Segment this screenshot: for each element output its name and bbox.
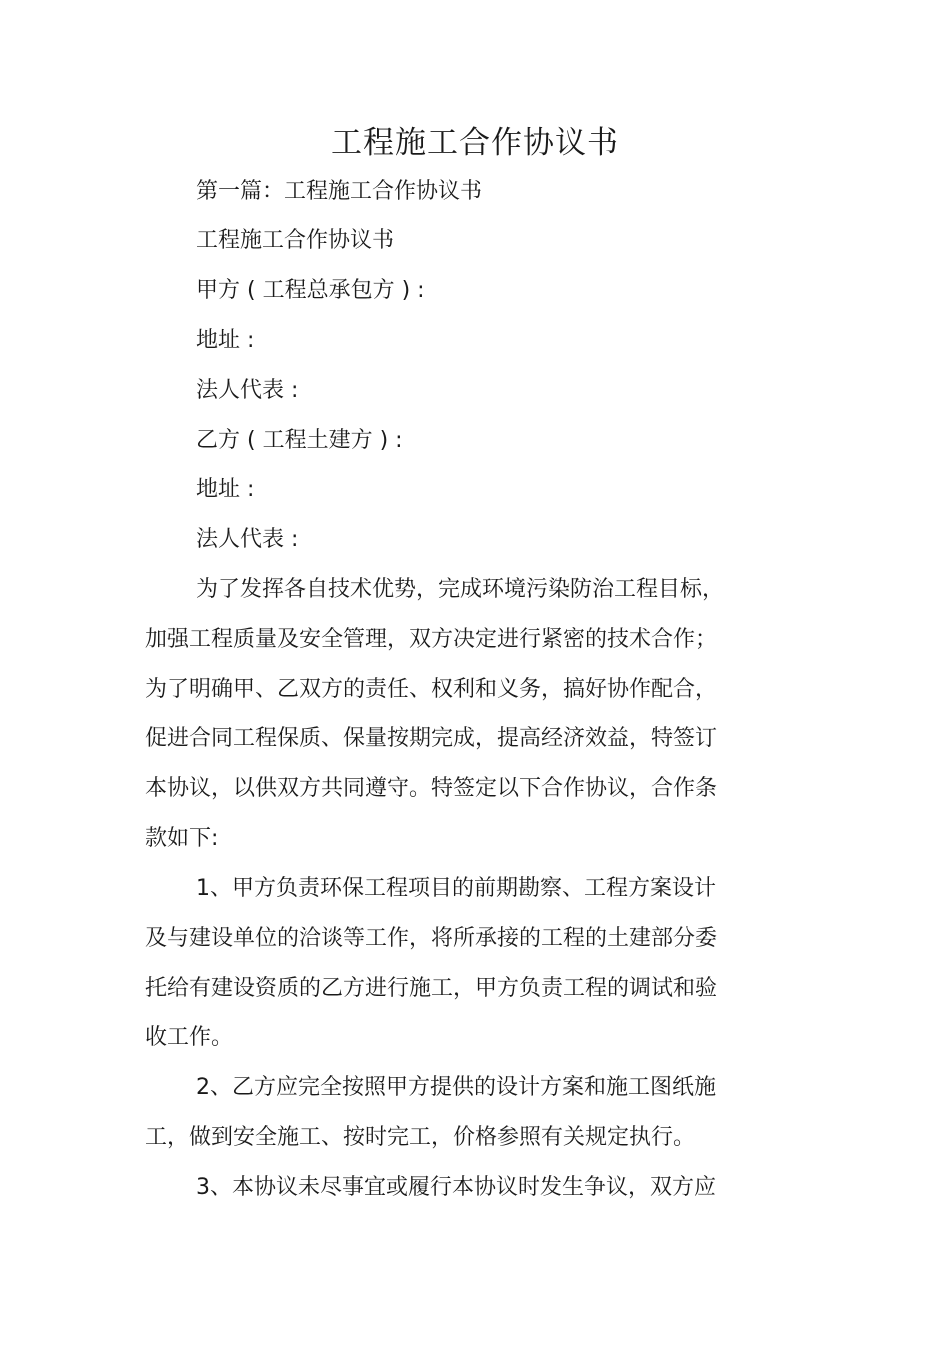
clause-1-line: 托给有建设资质的乙方进行施工，甲方负责工程的调试和验 [145,976,718,1001]
intro-line: 促进合同工程保质、保量按期完成，提高经济效益，特签订 [145,726,718,751]
party-a-representative: 法人代表 : [196,378,299,403]
subheading: 工程施工合作协议书 [196,228,395,253]
clause-1-line: 及与建设单位的洽谈等工作，将所承接的工程的土建部分委 [145,926,718,951]
party-a-address: 地址 : [196,328,255,353]
intro-line: 加强工程质量及安全管理，双方决定进行紧密的技术合作； [145,627,718,652]
part-heading: 第一篇：工程施工合作协议书 [196,179,483,204]
clause-2-line: 2、乙方应完全按照甲方提供的设计方案和施工图纸施 [196,1075,716,1100]
clause-1-line: 1、甲方负责环保工程项目的前期勘察、工程方案设计 [196,876,716,901]
document-title: 工程施工合作协议书 [331,125,619,161]
party-b-label: 乙方 ( 工程土建方 ) : [196,428,403,453]
clause-3-line: 3、本协议未尽事宜或履行本协议时发生争议，双方应 [196,1175,716,1200]
party-a-label: 甲方 ( 工程总承包方 ) : [196,278,425,303]
intro-line: 为了明确甲、乙双方的责任、权利和义务，搞好协作配合， [145,677,718,702]
clause-2-line: 工，做到安全施工、按时完工，价格参照有关规定执行。 [145,1125,696,1150]
intro-line: 本协议，以供双方共同遵守。特签定以下合作协议，合作条 [145,776,718,801]
party-b-representative: 法人代表 : [196,527,299,552]
clause-1-line: 收工作。 [145,1025,234,1050]
intro-line: 款如下: [145,826,219,851]
intro-line: 为了发挥各自技术优势，完成环境污染防治工程目标， [196,577,725,602]
party-b-address: 地址 : [196,477,255,502]
